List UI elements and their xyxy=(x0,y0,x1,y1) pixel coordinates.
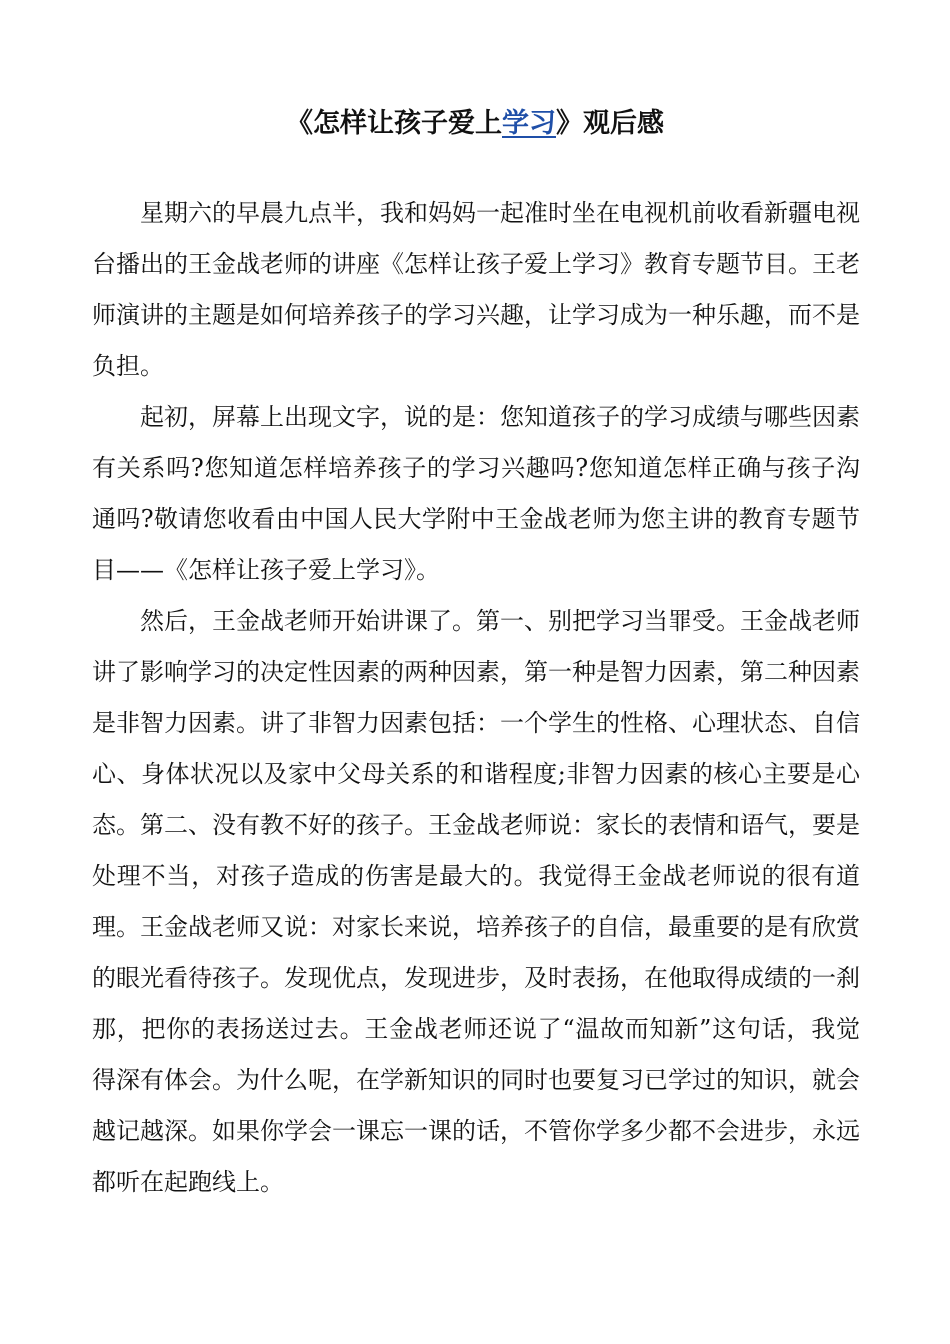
title-text-end: 》观后感 xyxy=(556,108,664,139)
document-body xyxy=(92,188,860,1208)
title-link-study[interactable]: 学习 xyxy=(502,108,556,139)
paragraph-2: 起初，屏幕上出现文字，说的是：您知道孩子的学习成绩与哪些因素有关系吗?您知道怎样培养孩子的学习兴趣吗?您知道怎样正确与孩子沟通吗?敬请您收看由中国人民大学附中王金战老师为您主讲的教育专题节目——《怎样让孩子爱上学习》。 xyxy=(92,403,860,584)
paragraph-3: 然后，王金战老师开始讲课了。第一、别把学习当罪受。王金战老师讲了影响学习的决定性因素的两种因素，第一种是智力因素，第二种因素是非智力因素。讲了非智力因素包括：一个学生的性格、心理状态、自信心、身体状况以及家中父母关系的和谐程度;非智力因素的核心主要是心态。第二、没有教不好的孩子。王金战老师说：家长的表情和语气，要是处理不当，对孩子造成的伤害是最大的。我觉得王金战老师说的很有道理。王金战老师又说：对家长来说，培养孩子的自信，最重要的是有欣赏的眼光看待孩子。发现优点，发现进步，及时表扬，在他取得成绩的一刹那，把你的表扬送过去。王金战老师还说了“温故而知新”这句话，我觉得深有体会。为什么呢，在学新知识的同时也要复习已学过的知识，就会越记越深。如果你学会一课忘一课的话，不管你学多少都不会进步，永远都听在起跑线上。 xyxy=(92,607,860,1196)
document-title xyxy=(0,102,950,146)
title-text-start: 《怎样让孩子爱上 xyxy=(286,108,502,139)
paragraph-1: 星期六的早晨九点半，我和妈妈一起准时坐在电视机前收看新疆电视台播出的王金战老师的讲座《怎样让孩子爱上学习》教育专题节目。王老师演讲的主题是如何培养孩子的学习兴趣，让学习成为一种乐趣，而不是负担。 xyxy=(92,199,860,380)
